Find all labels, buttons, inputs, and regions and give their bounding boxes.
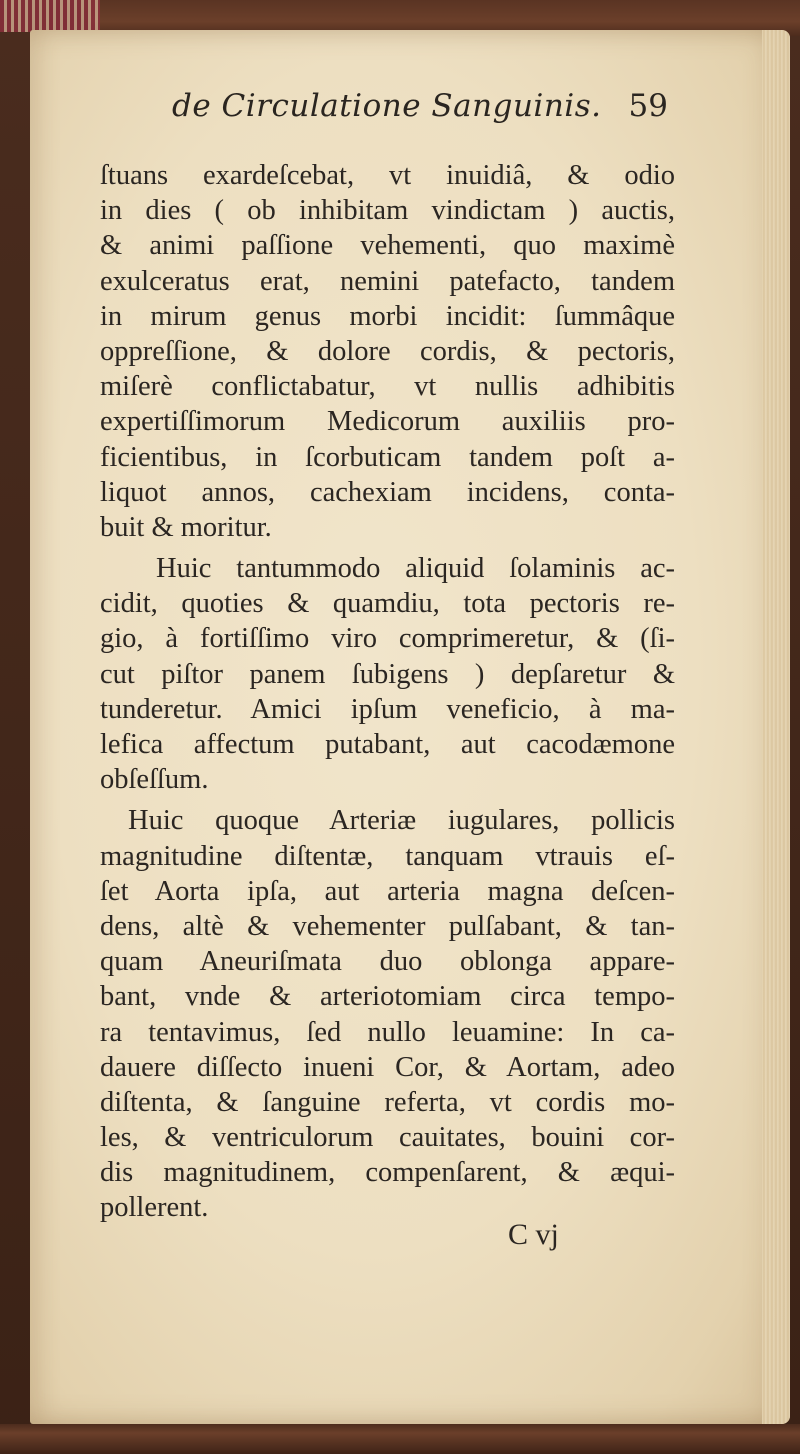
text-line: in dies ( ob inhibitam vindictam ) auctis,: [100, 195, 675, 227]
text-line: quam Aneuriſmata duo oblonga appare-: [100, 946, 675, 978]
text-line: ſet Aorta ipſa, aut arteria magna deſcen-: [100, 875, 675, 907]
text-line: cidit, quoties & quamdiu, tota pectoris re-: [100, 588, 675, 620]
page-fore-edge: [762, 30, 790, 1424]
text-line: dis magnitudinem, compenſarent, & æqui-: [100, 1157, 675, 1189]
text-line: dauere diſſecto inueni Cor, & Aortam, adeo: [100, 1051, 675, 1083]
page-number: 59: [628, 88, 668, 124]
text-line: ra tentavimus, ſed nullo leuamine: In ca-: [100, 1016, 675, 1048]
paragraph-1: [100, 158, 675, 545]
text-line: les, & ventriculorum cauitates, bouini cor-: [100, 1122, 675, 1154]
text-line: lefica affectum putabant, aut cacodæmone: [100, 729, 675, 760]
text-line: magnitudine diſtentæ, tanquam vtrauis eſ-: [100, 840, 675, 872]
text-line: tunderetur. Amici ipſum veneficio, à ma-: [100, 693, 675, 725]
text-line: pollerent.: [100, 1192, 209, 1224]
text-line: cut piſtor panem ſubigens ) depſaretur &: [100, 658, 675, 690]
text-line: exulceratus erat, nemini patefacto, tandem: [100, 265, 675, 297]
text-line: miſerè conflictabatur, vt nullis adhibitis: [100, 371, 675, 403]
text-line: liquot annos, cachexiam incidens, conta-: [100, 476, 675, 508]
text-line: bant, vnde & arteriotomiam circa tempo-: [100, 981, 675, 1013]
binding-thread: [0, 0, 100, 32]
text-line: obſeſſum.: [100, 764, 209, 796]
page-header: [140, 88, 668, 136]
text-line: gio, à fortiſſimo viro comprimeretur, & (ſi-: [100, 623, 675, 655]
text-line: ſtuans exardeſcebat, vt inuidiâ, & odio: [100, 160, 675, 191]
body-text: [100, 158, 675, 1226]
signature-mark: C vj: [508, 1218, 559, 1251]
text-line: dens, altè & vehementer pulſabant, & tan-: [100, 910, 675, 942]
text-line: in mirum genus morbi incidit: ſummâque: [100, 300, 675, 332]
cover-bottom-edge: [0, 1424, 800, 1454]
running-title: de Circulatione Sanguinis.: [172, 88, 602, 124]
text-line: & animi paſſione vehementi, quo maximè: [100, 230, 675, 262]
text-line: expertiſſimorum Medicorum auxiliis pro-: [100, 406, 675, 438]
paragraph-3: [100, 803, 675, 1225]
text-line: Huic quoque Arteriæ iugulares, pollicis: [128, 805, 675, 837]
text-line: buit & moritur.: [100, 511, 272, 543]
text-line: Huic tantummodo aliquid ſolaminis ac-: [156, 553, 675, 585]
text-line: ficientibus, in ſcorbuticam tandem poſt a-: [100, 441, 675, 473]
text-line: diſtenta, & ſanguine referta, vt cordis mo-: [100, 1086, 675, 1118]
text-line: oppreſſione, & dolore cordis, & pectoris,: [100, 335, 675, 367]
paragraph-2: [100, 551, 675, 797]
